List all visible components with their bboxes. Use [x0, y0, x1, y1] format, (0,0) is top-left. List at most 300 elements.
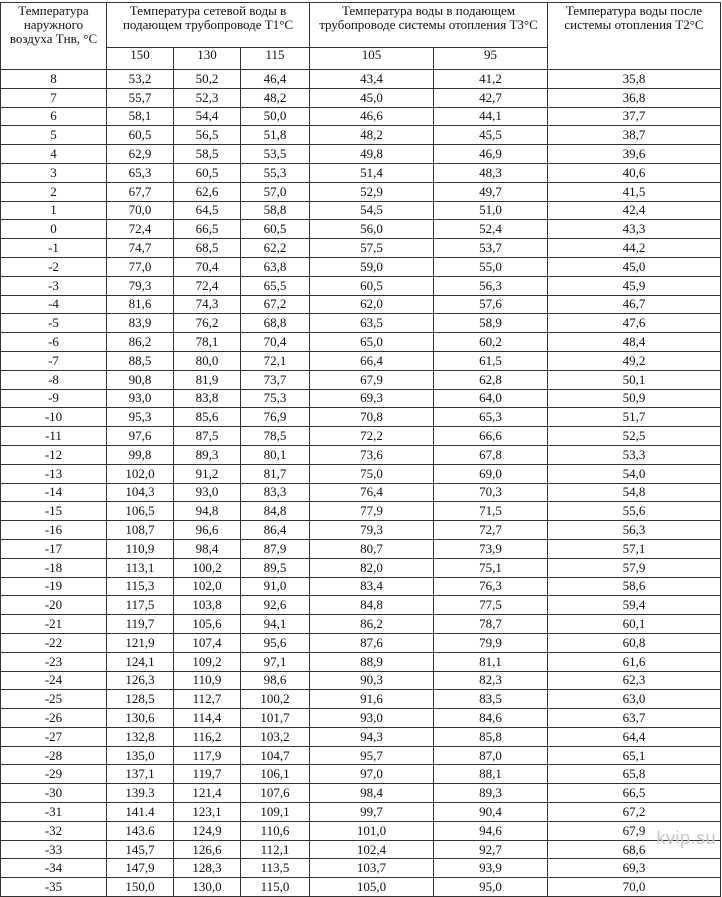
value-cell: 47,6: [548, 314, 721, 333]
value-cell: 56,5: [174, 126, 241, 145]
outdoor-temp-cell: 8: [1, 70, 107, 89]
outdoor-temp-cell: -25: [1, 690, 107, 709]
table-row: [1, 840, 721, 859]
value-cell: 92,7: [434, 840, 548, 859]
value-cell: 97,6: [107, 427, 174, 446]
value-cell: 102,0: [107, 464, 174, 483]
outdoor-temp-cell: -27: [1, 727, 107, 746]
value-cell: 89,3: [174, 445, 241, 464]
table-row: [1, 539, 721, 558]
table-row: [1, 615, 721, 634]
outdoor-temp-cell: -33: [1, 840, 107, 859]
value-cell: 93,0: [107, 389, 174, 408]
value-cell: 103,8: [174, 596, 241, 615]
value-cell: 63,8: [241, 257, 310, 276]
table-row: [1, 239, 721, 258]
outdoor-temp-cell: -15: [1, 502, 107, 521]
value-cell: 70,0: [548, 878, 721, 897]
value-cell: 110,6: [241, 821, 310, 840]
outdoor-temp-cell: 1: [1, 201, 107, 220]
value-cell: 85,6: [174, 408, 241, 427]
value-cell: 75,1: [434, 558, 548, 577]
value-cell: 77,9: [310, 502, 434, 521]
subheader-95: 95: [434, 48, 548, 70]
value-cell: 87,5: [174, 427, 241, 446]
outdoor-temp-cell: -20: [1, 596, 107, 615]
value-cell: 91,0: [241, 577, 310, 596]
table-row: [1, 784, 721, 803]
table-row: [1, 182, 721, 201]
value-cell: 82,3: [434, 671, 548, 690]
value-cell: 91,6: [310, 690, 434, 709]
value-cell: 52,5: [548, 427, 721, 446]
outdoor-temp-cell: -13: [1, 464, 107, 483]
value-cell: 63,5: [310, 314, 434, 333]
value-cell: 95,7: [310, 746, 434, 765]
value-cell: 48,3: [434, 163, 548, 182]
value-cell: 46,6: [310, 107, 434, 126]
table-row: [1, 558, 721, 577]
table-row: [1, 220, 721, 239]
value-cell: 67,2: [548, 803, 721, 822]
value-cell: 97,0: [310, 765, 434, 784]
value-cell: 60,5: [241, 220, 310, 239]
value-cell: 72,2: [310, 427, 434, 446]
table-row: [1, 464, 721, 483]
value-cell: 86,2: [310, 615, 434, 634]
outdoor-temp-cell: -2: [1, 257, 107, 276]
value-cell: 60,2: [434, 333, 548, 352]
table-row: [1, 351, 721, 370]
value-cell: 110,9: [174, 671, 241, 690]
value-cell: 143.6: [107, 821, 174, 840]
value-cell: 38,7: [548, 126, 721, 145]
value-cell: 57,0: [241, 182, 310, 201]
outdoor-temp-cell: -14: [1, 483, 107, 502]
value-cell: 79,9: [434, 633, 548, 652]
outdoor-temp-cell: 2: [1, 182, 107, 201]
value-cell: 98,4: [310, 784, 434, 803]
table-row: [1, 408, 721, 427]
value-cell: 69,3: [548, 859, 721, 878]
value-cell: 94,6: [434, 821, 548, 840]
value-cell: 54,4: [174, 107, 241, 126]
value-cell: 45,0: [310, 88, 434, 107]
value-cell: 65,1: [548, 746, 721, 765]
value-cell: 67,8: [434, 445, 548, 464]
value-cell: 48,2: [310, 126, 434, 145]
value-cell: 84,6: [434, 709, 548, 728]
value-cell: 50,1: [548, 370, 721, 389]
value-cell: 67,2: [241, 295, 310, 314]
value-cell: 107,6: [241, 784, 310, 803]
value-cell: 106,5: [107, 502, 174, 521]
value-cell: 101,7: [241, 709, 310, 728]
value-cell: 88,1: [434, 765, 548, 784]
value-cell: 82,0: [310, 558, 434, 577]
value-cell: 62,2: [241, 239, 310, 258]
value-cell: 59,4: [548, 596, 721, 615]
value-cell: 102,0: [174, 577, 241, 596]
value-cell: 145,7: [107, 840, 174, 859]
value-cell: 68,8: [241, 314, 310, 333]
subheader-115: 115: [241, 48, 310, 70]
table-row: [1, 577, 721, 596]
value-cell: 44,1: [434, 107, 548, 126]
value-cell: 76,4: [310, 483, 434, 502]
outdoor-temp-cell: -29: [1, 765, 107, 784]
value-cell: 66,6: [434, 427, 548, 446]
value-cell: 93,9: [434, 859, 548, 878]
value-cell: 123,1: [174, 803, 241, 822]
value-cell: 76,3: [434, 577, 548, 596]
table-row: [1, 257, 721, 276]
value-cell: 80,1: [241, 445, 310, 464]
value-cell: 45,9: [548, 276, 721, 295]
table-row: [1, 803, 721, 822]
value-cell: 147,9: [107, 859, 174, 878]
value-cell: 46,9: [434, 145, 548, 164]
value-cell: 54,8: [548, 483, 721, 502]
value-cell: 112,1: [241, 840, 310, 859]
subheader-150: 150: [107, 48, 174, 70]
outdoor-temp-cell: 4: [1, 145, 107, 164]
outdoor-temp-cell: -10: [1, 408, 107, 427]
value-cell: 95,6: [241, 633, 310, 652]
table-row: [1, 389, 721, 408]
outdoor-temp-cell: -24: [1, 671, 107, 690]
value-cell: 67,7: [107, 182, 174, 201]
value-cell: 56,0: [310, 220, 434, 239]
value-cell: 74,3: [174, 295, 241, 314]
value-cell: 43,4: [310, 70, 434, 89]
value-cell: 60,5: [174, 163, 241, 182]
header-network-water-temperature: Температура сетевой воды в подающем трубопроводе Т1°С: [107, 3, 310, 48]
value-cell: 55,3: [241, 163, 310, 182]
value-cell: 113,1: [107, 558, 174, 577]
value-cell: 62,3: [548, 671, 721, 690]
value-cell: 53,3: [548, 445, 721, 464]
value-cell: 67,9: [548, 821, 721, 840]
value-cell: 107,4: [174, 633, 241, 652]
table-row: [1, 652, 721, 671]
value-cell: 109,1: [241, 803, 310, 822]
value-cell: 57,6: [434, 295, 548, 314]
table-row: [1, 859, 721, 878]
value-cell: 79,3: [107, 276, 174, 295]
value-cell: 65,5: [241, 276, 310, 295]
value-cell: 89,3: [434, 784, 548, 803]
value-cell: 106,1: [241, 765, 310, 784]
value-cell: 87,6: [310, 633, 434, 652]
value-cell: 60,5: [310, 276, 434, 295]
value-cell: 90,4: [434, 803, 548, 822]
value-cell: 105,6: [174, 615, 241, 634]
table-row: [1, 295, 721, 314]
value-cell: 109,2: [174, 652, 241, 671]
table-row: [1, 765, 721, 784]
value-cell: 124,1: [107, 652, 174, 671]
table-row: [1, 690, 721, 709]
table-row: [1, 126, 721, 145]
value-cell: 52,3: [174, 88, 241, 107]
value-cell: 53,7: [434, 239, 548, 258]
value-cell: 126,3: [107, 671, 174, 690]
value-cell: 53,5: [241, 145, 310, 164]
value-cell: 50,0: [241, 107, 310, 126]
value-cell: 137,1: [107, 765, 174, 784]
value-cell: 37,7: [548, 107, 721, 126]
outdoor-temp-cell: -11: [1, 427, 107, 446]
value-cell: 117,9: [174, 746, 241, 765]
value-cell: 84,8: [310, 596, 434, 615]
value-cell: 113,5: [241, 859, 310, 878]
value-cell: 70,4: [241, 333, 310, 352]
value-cell: 65,3: [107, 163, 174, 182]
value-cell: 62,8: [434, 370, 548, 389]
table-row: [1, 427, 721, 446]
value-cell: 49,8: [310, 145, 434, 164]
value-cell: 90,8: [107, 370, 174, 389]
value-cell: 70,8: [310, 408, 434, 427]
outdoor-temp-cell: -30: [1, 784, 107, 803]
value-cell: 91,2: [174, 464, 241, 483]
value-cell: 85,8: [434, 727, 548, 746]
value-cell: 60,1: [548, 615, 721, 634]
value-cell: 72,4: [174, 276, 241, 295]
outdoor-temp-cell: -31: [1, 803, 107, 822]
value-cell: 89,5: [241, 558, 310, 577]
table-row: [1, 746, 721, 765]
value-cell: 81,1: [434, 652, 548, 671]
outdoor-temp-cell: -21: [1, 615, 107, 634]
table-row: [1, 314, 721, 333]
table-row: [1, 107, 721, 126]
value-cell: 70,3: [434, 483, 548, 502]
value-cell: 71,5: [434, 502, 548, 521]
outdoor-temp-cell: -28: [1, 746, 107, 765]
value-cell: 126,6: [174, 840, 241, 859]
value-cell: 62,9: [107, 145, 174, 164]
table-row: [1, 502, 721, 521]
value-cell: 139.3: [107, 784, 174, 803]
value-cell: 84,8: [241, 502, 310, 521]
outdoor-temp-cell: -9: [1, 389, 107, 408]
value-cell: 116,2: [174, 727, 241, 746]
outdoor-temp-cell: -4: [1, 295, 107, 314]
value-cell: 135,0: [107, 746, 174, 765]
value-cell: 46,7: [548, 295, 721, 314]
value-cell: 51,0: [434, 201, 548, 220]
value-cell: 86,4: [241, 521, 310, 540]
table-row: [1, 201, 721, 220]
value-cell: 54,0: [548, 464, 721, 483]
value-cell: 45,5: [434, 126, 548, 145]
outdoor-temp-cell: -17: [1, 539, 107, 558]
value-cell: 81,7: [241, 464, 310, 483]
value-cell: 104,3: [107, 483, 174, 502]
value-cell: 61,6: [548, 652, 721, 671]
value-cell: 74,7: [107, 239, 174, 258]
value-cell: 54,5: [310, 201, 434, 220]
value-cell: 94,3: [310, 727, 434, 746]
value-cell: 86,2: [107, 333, 174, 352]
table-row: [1, 596, 721, 615]
table-row: [1, 370, 721, 389]
value-cell: 58,9: [434, 314, 548, 333]
value-cell: 69,3: [310, 389, 434, 408]
value-cell: 42,4: [548, 201, 721, 220]
value-cell: 104,7: [241, 746, 310, 765]
value-cell: 80,0: [174, 351, 241, 370]
outdoor-temp-cell: -18: [1, 558, 107, 577]
value-cell: 76,2: [174, 314, 241, 333]
value-cell: 105,0: [310, 878, 434, 897]
outdoor-temp-cell: 6: [1, 107, 107, 126]
value-cell: 65,8: [548, 765, 721, 784]
value-cell: 39,6: [548, 145, 721, 164]
value-cell: 53,2: [107, 70, 174, 89]
value-cell: 83,9: [107, 314, 174, 333]
table-row: [1, 70, 721, 89]
value-cell: 78,5: [241, 427, 310, 446]
value-cell: 72,7: [434, 521, 548, 540]
value-cell: 103,7: [310, 859, 434, 878]
value-cell: 45,0: [548, 257, 721, 276]
value-cell: 87,9: [241, 539, 310, 558]
table-row: [1, 163, 721, 182]
outdoor-temp-cell: 5: [1, 126, 107, 145]
table-row: [1, 276, 721, 295]
value-cell: 60,5: [107, 126, 174, 145]
value-cell: 77,0: [107, 257, 174, 276]
value-cell: 44,2: [548, 239, 721, 258]
value-cell: 101,0: [310, 821, 434, 840]
value-cell: 66,5: [548, 784, 721, 803]
outdoor-temp-cell: -7: [1, 351, 107, 370]
value-cell: 114,4: [174, 709, 241, 728]
value-cell: 72,1: [241, 351, 310, 370]
value-cell: 97,1: [241, 652, 310, 671]
value-cell: 76,9: [241, 408, 310, 427]
outdoor-temp-cell: -26: [1, 709, 107, 728]
value-cell: 63,0: [548, 690, 721, 709]
outdoor-temp-cell: -35: [1, 878, 107, 897]
value-cell: 63,7: [548, 709, 721, 728]
value-cell: 78,1: [174, 333, 241, 352]
value-cell: 132,8: [107, 727, 174, 746]
value-cell: 93,0: [174, 483, 241, 502]
outdoor-temp-cell: 0: [1, 220, 107, 239]
value-cell: 94,1: [241, 615, 310, 634]
header-outdoor-temperature: Температура наружного воздуха Тнв, °С: [1, 3, 107, 70]
value-cell: 83,8: [174, 389, 241, 408]
value-cell: 130,6: [107, 709, 174, 728]
value-cell: 41,2: [434, 70, 548, 89]
value-cell: 78,7: [434, 615, 548, 634]
value-cell: 59,0: [310, 257, 434, 276]
outdoor-temp-cell: -32: [1, 821, 107, 840]
value-cell: 51,8: [241, 126, 310, 145]
value-cell: 64,4: [548, 727, 721, 746]
value-cell: 49,7: [434, 182, 548, 201]
outdoor-temp-cell: 7: [1, 88, 107, 107]
outdoor-temp-cell: 3: [1, 163, 107, 182]
value-cell: 46,4: [241, 70, 310, 89]
value-cell: 62,6: [174, 182, 241, 201]
table-row: [1, 483, 721, 502]
value-cell: 50,9: [548, 389, 721, 408]
value-cell: 56,3: [548, 521, 721, 540]
value-cell: 94,8: [174, 502, 241, 521]
value-cell: 128,5: [107, 690, 174, 709]
value-cell: 88,9: [310, 652, 434, 671]
value-cell: 96,6: [174, 521, 241, 540]
outdoor-temp-cell: -19: [1, 577, 107, 596]
value-cell: 52,9: [310, 182, 434, 201]
table-row: [1, 145, 721, 164]
table-row: [1, 821, 721, 840]
value-cell: 141.4: [107, 803, 174, 822]
value-cell: 43,3: [548, 220, 721, 239]
value-cell: 50,2: [174, 70, 241, 89]
value-cell: 75,3: [241, 389, 310, 408]
table-body: [1, 70, 721, 897]
table-row: [1, 445, 721, 464]
value-cell: 66,4: [310, 351, 434, 370]
value-cell: 130,0: [174, 878, 241, 897]
value-cell: 62,0: [310, 295, 434, 314]
value-cell: 99,8: [107, 445, 174, 464]
outdoor-temp-cell: -6: [1, 333, 107, 352]
value-cell: 87,0: [434, 746, 548, 765]
value-cell: 69,0: [434, 464, 548, 483]
value-cell: 90,3: [310, 671, 434, 690]
value-cell: 41,5: [548, 182, 721, 201]
table-row: [1, 878, 721, 897]
value-cell: 88,5: [107, 351, 174, 370]
value-cell: 65,0: [310, 333, 434, 352]
value-cell: 61,5: [434, 351, 548, 370]
value-cell: 51,4: [310, 163, 434, 182]
value-cell: 81,9: [174, 370, 241, 389]
header-return-water-temperature: Температура воды после системы отопления Т2°С: [548, 3, 721, 70]
value-cell: 121,9: [107, 633, 174, 652]
outdoor-temp-cell: -8: [1, 370, 107, 389]
value-cell: 83,5: [434, 690, 548, 709]
value-cell: 57,9: [548, 558, 721, 577]
value-cell: 58,1: [107, 107, 174, 126]
value-cell: 119,7: [174, 765, 241, 784]
table-row: [1, 671, 721, 690]
header-supply-water-temperature: Температура воды в подающем трубопроводе системы отопления Т3°С: [310, 3, 548, 48]
value-cell: 65,3: [434, 408, 548, 427]
value-cell: 60,8: [548, 633, 721, 652]
outdoor-temp-cell: -23: [1, 652, 107, 671]
value-cell: 100,2: [174, 558, 241, 577]
value-cell: 99,7: [310, 803, 434, 822]
subheader-105: 105: [310, 48, 434, 70]
value-cell: 72,4: [107, 220, 174, 239]
site-watermark: kvip.su: [656, 828, 716, 848]
outdoor-temp-cell: -3: [1, 276, 107, 295]
value-cell: 81,6: [107, 295, 174, 314]
value-cell: 35,8: [548, 70, 721, 89]
value-cell: 66,5: [174, 220, 241, 239]
outdoor-temp-cell: -12: [1, 445, 107, 464]
value-cell: 110,9: [107, 539, 174, 558]
value-cell: 121,4: [174, 784, 241, 803]
